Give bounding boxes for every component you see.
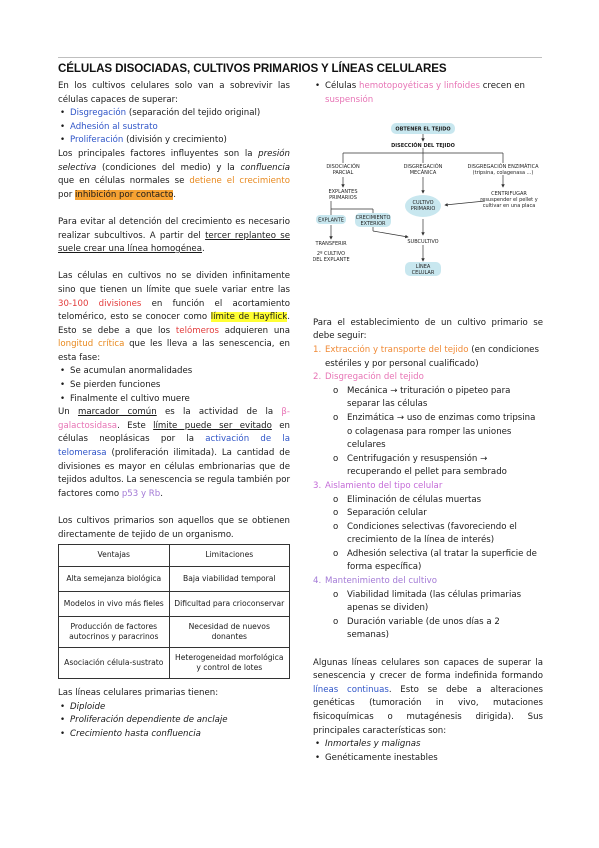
diagram-label: LÍNEA	[415, 264, 431, 271]
list-item: • Proliferación dependiente de anclaje	[58, 714, 290, 728]
table-cell: Producción de factores autocrinos y paracrinos	[59, 617, 170, 648]
list-item: o Separación celular	[313, 507, 543, 521]
hayflick-paragraph: Las células en cultivos no se dividen infinitamente sino que tienen un límite que suele variar entre las 30-100 divisiones en función el acortamiento telomérico, esto se conocer como límite de Hayflick. Esto se debe a que los telómeros adquieren una longitud crítica que les lleva a las senescencia, en esta fase:	[58, 271, 291, 363]
table-cell: Heterogeneidad morfológica y control de lotes	[169, 648, 289, 679]
step-item	[313, 344, 543, 371]
list-item: o Viabilidad limitada (las células primarias apenas se dividen)	[313, 589, 543, 616]
list-item: • Finalmente el cultivo muere	[58, 393, 290, 407]
step-detail: (en condiciones estériles y por personal cualificado)	[325, 344, 539, 369]
diagram-label: cultivar en una placa	[482, 203, 536, 210]
lines-list	[58, 701, 290, 742]
establish-paragraph: Para el establecimiento de un cultivo primario se debe seguir:	[313, 317, 543, 342]
step-number: 1.	[313, 344, 322, 355]
highlight-hayflick: límite de Hayflick	[210, 312, 288, 323]
diagram-label: EXTERIOR	[360, 221, 386, 228]
step-title: Disgregación del tejido	[325, 372, 424, 383]
table-cell: Necesidad de nuevos donantes	[169, 617, 289, 648]
diagram-label: DISOCIACIÓN	[326, 164, 360, 171]
diagram-label: CRECIMIENTO	[355, 215, 391, 222]
step-sublist	[313, 494, 543, 576]
step-title: Mantenimiento del cultivo	[325, 576, 437, 587]
culture-flow-diagram	[313, 115, 543, 305]
step-number: 3.	[313, 480, 322, 491]
table-cell: Alta semejanza biológica	[59, 567, 170, 592]
page-title: CÉLULAS DISOCIADAS, CULTIVOS PRIMARIOS Y LÍNEAS CELULARES	[58, 62, 447, 75]
list-item: • Células hemotopoyéticas y linfoides crecen en suspensión	[313, 80, 543, 107]
diagram-label: EXPLANTE	[318, 217, 344, 224]
step-sublist	[313, 589, 543, 643]
diagram-label: MECÁNICA	[409, 170, 437, 177]
list-item: • Genéticamente inestables	[313, 752, 543, 766]
diagram-label: DISGREGACIÓN	[403, 164, 443, 171]
step-sublist	[313, 385, 543, 480]
table-cell: Baja viabilidad temporal	[169, 567, 289, 592]
list-item: o Enzimática → uso de enzimas como tripsina o colagenasa para romper las uniones celulares	[313, 412, 543, 453]
characteristics-list	[313, 738, 543, 765]
diagram-label: PARCIAL	[332, 170, 354, 177]
table-row	[59, 592, 290, 617]
step-title: Aislamiento del tipo celular	[325, 480, 443, 491]
step-number: 4.	[313, 576, 322, 587]
step-item	[313, 371, 543, 385]
diagram-label: CULTIVO	[412, 200, 434, 207]
list-item: o Centrifugación y resuspensión → recuperando el pellet para sembrado	[313, 453, 543, 480]
lines-intro: Las líneas celulares primarias tienen:	[58, 688, 219, 699]
step-item	[313, 480, 543, 494]
table-row	[59, 648, 290, 679]
continuous-lines-paragraph: Algunas líneas celulares son capaces de superar la senescencia y crecer de forma indefinida formando líneas continuas. Esto se debe a alteraciones genéticas (tumoración in vivo, mutaciones fisicoquímicas o mutagénesis dirigida). Sus principales características son:	[313, 657, 543, 736]
intro-paragraph: En los cultivos celulares solo van a sobrevivir las células capaces de superar:	[58, 81, 290, 105]
factors-paragraph: Los principales factores influyentes son la presión selectiva (condiciones del medio) y la confluencia que en células normales se detiene el crecimiento por inhibición por contacto.	[58, 148, 291, 200]
step-number: 2.	[313, 372, 322, 383]
hemato-list	[313, 80, 543, 107]
right-column	[313, 80, 543, 765]
diagram-label: DISECCIÓN DEL TEJIDO	[391, 143, 455, 150]
list-item: • Proliferación (división y crecimiento)	[58, 134, 290, 148]
table-header: Ventajas	[59, 545, 170, 567]
list-item: • Inmortales y malignas	[313, 738, 543, 752]
list-item: • Disgregación (separación del tejido original)	[58, 107, 290, 121]
table-header: Limitaciones	[169, 545, 289, 567]
list-item: • Se pierden funciones	[58, 379, 290, 393]
table-cell: Asociación célula-sustrato	[59, 648, 170, 679]
table-header-row	[59, 545, 290, 567]
list-item: o Condiciones selectivas (favoreciendo el crecimiento de la línea de interés)	[313, 521, 543, 548]
header-rule	[58, 57, 542, 58]
requirements-list	[58, 107, 290, 148]
list-item: • Se acumulan anormalidades	[58, 365, 290, 379]
diagram-label: resuspender el pellet y	[480, 197, 538, 204]
diagram-label: EXPLANTES	[328, 189, 358, 196]
table-cell: Modelos in vivo más fieles	[59, 592, 170, 617]
table-cell: Dificultad para crioconservar	[169, 592, 289, 617]
diagram-label: CENTRIFUGAR	[491, 191, 527, 198]
diagram-label: TRANSFERIR	[315, 241, 347, 248]
primary-cultures-paragraph: Los cultivos primarios son aquellos que se obtienen directamente de tejido de un organismo.	[58, 516, 290, 540]
highlight-contact-inhibition: inhibición por contacto	[74, 189, 174, 200]
step-item	[313, 575, 543, 589]
left-column	[58, 80, 290, 742]
diagram-label: OBTENER EL TEJIDO	[395, 126, 451, 133]
advantages-table	[58, 544, 290, 679]
list-item: o Mecánica → trituración o pipeteo para separar las células	[313, 385, 543, 412]
diagram-label: 2º CULTIVO	[316, 251, 346, 258]
list-item: o Eliminación de células muertas	[313, 494, 543, 508]
senescence-list	[58, 365, 290, 406]
list-item: • Crecimiento hasta confluencia	[58, 728, 290, 742]
step-title: Extracción y transporte del tejido	[325, 344, 469, 355]
diagram-label: PRIMARIOS	[329, 195, 357, 202]
diagram-label: DISGREGACIÓN ENZIMÁTICA	[467, 164, 539, 171]
steps-list	[313, 344, 543, 643]
subculture-paragraph: Para evitar al detención del crecimiento es necesario realizar subcultivos. A partir del tercer replanteo se suele crear una línea homogénea.	[58, 216, 290, 255]
diagram-label: DEL EXPLANTE	[313, 257, 350, 264]
table-row	[59, 617, 290, 648]
list-item: o Duración variable (de unos días a 2 semanas)	[313, 616, 543, 643]
diagram-label: PRIMARIO	[410, 206, 436, 213]
table-row	[59, 567, 290, 592]
diagram-label: SUBCULTIVO	[407, 239, 439, 246]
list-item: o Adhesión selectiva (al tratar la superficie de forma específica)	[313, 548, 543, 575]
marker-paragraph: Un marcador común es la actividad de la β-galactosidasa. Este límite puede ser evitado en células neoplásicas por la activación de la telomerasa (proliferación ilimitada). La cantidad de divisiones es mayor en células embrionarias que de tejidos adultos. La senescencia se regula también por factores como p53 y Rb.	[58, 407, 291, 499]
list-item: • Diploide	[58, 701, 290, 715]
list-item: • Adhesión al sustrato	[58, 121, 290, 135]
diagram-label: CELULAR	[411, 270, 435, 277]
diagram-label: (tripsina, colagenasa ...)	[472, 170, 534, 177]
